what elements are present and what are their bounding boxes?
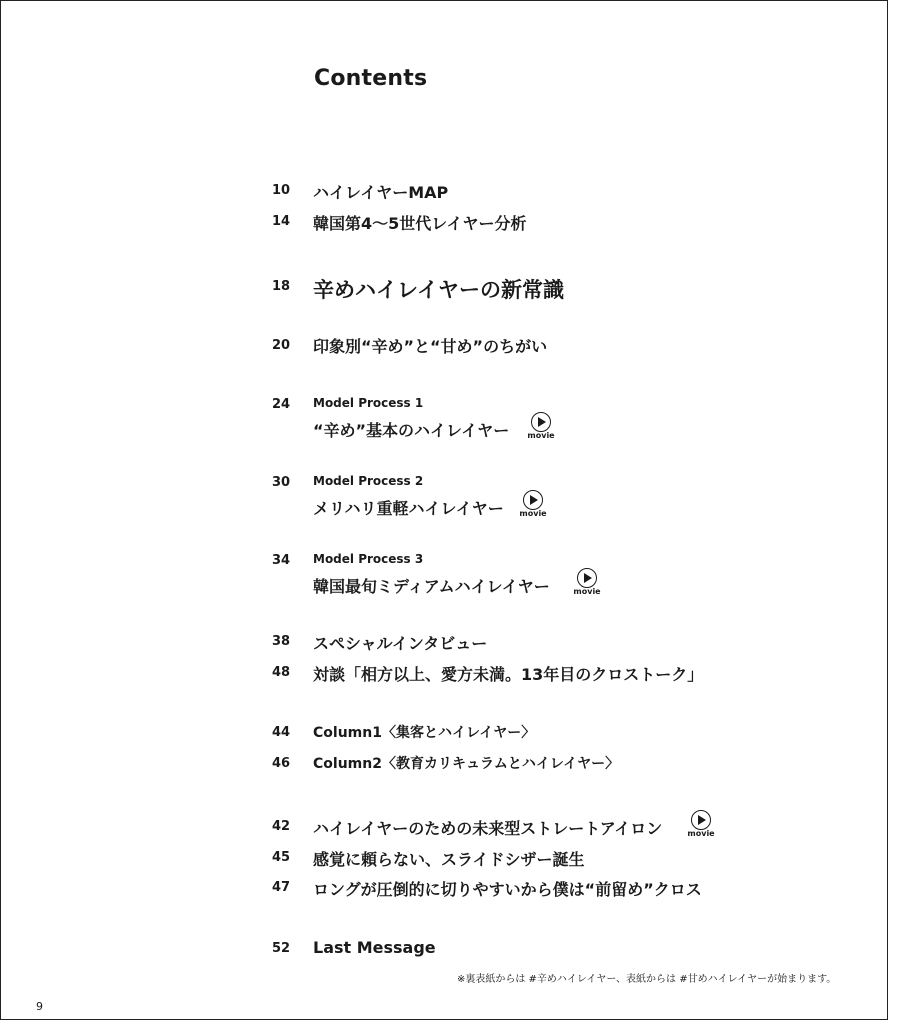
page-title: Contents (314, 66, 428, 91)
movie-label: movie (687, 829, 715, 838)
toc-entry-44[interactable]: Column1〈集客とハイレイヤー〉 (313, 725, 536, 741)
page-number-46: 46 (272, 756, 291, 771)
toc-entry-18[interactable]: 辛めハイレイヤーの新常識 (313, 278, 564, 302)
page-number-38: 38 (272, 634, 291, 649)
toc-entry-42[interactable]: ハイレイヤーのための未来型ストレートアイロン (313, 819, 663, 838)
toc-entry-30[interactable]: メリハリ重軽ハイレイヤー (313, 499, 504, 518)
toc-entry-20[interactable]: 印象別“辛め”と“甘め”のちがい (313, 337, 548, 356)
toc-entry-45[interactable]: 感覚に頼らない、スライドシザー誕生 (313, 850, 585, 869)
play-icon (538, 417, 546, 427)
page-number-34: 34 (272, 553, 291, 568)
movie-label: movie (573, 587, 601, 596)
play-icon (530, 495, 538, 505)
toc-entry-38[interactable]: スペシャルインタビュー (313, 634, 488, 653)
page-number-30: 30 (272, 475, 291, 490)
play-icon (584, 573, 592, 583)
footnote: ※裏表紙からは #辛めハイレイヤー、表紙からは #甘めハイレイヤーが始まります。 (457, 974, 837, 985)
toc-entry-34[interactable]: 韓国最旬ミディアムハイレイヤー (313, 577, 550, 596)
movie-badge-34[interactable] (572, 568, 602, 598)
page-number-48: 48 (272, 665, 291, 680)
movie-badge-24[interactable] (526, 412, 556, 442)
toc-entry-52[interactable]: Last Message (313, 938, 436, 957)
toc-entry-14[interactable]: 韓国第4〜5世代レイヤー分析 (313, 214, 527, 233)
toc-subtitle-24: Model Process 1 (313, 396, 424, 410)
movie-badge-42[interactable] (686, 810, 716, 840)
page-number-45: 45 (272, 850, 291, 865)
page-number-47: 47 (272, 880, 291, 895)
movie-label: movie (527, 431, 555, 440)
toc-entry-48[interactable]: 対談「相方以上、愛方未満。13年目のクロストーク」 (313, 665, 704, 684)
page-number-52: 52 (272, 941, 291, 956)
page-number-44: 44 (272, 725, 291, 740)
toc-subtitle-34: Model Process 3 (313, 552, 424, 566)
page-number-42: 42 (272, 819, 291, 834)
folio-page-number: 9 (36, 1000, 43, 1013)
toc-entry-46[interactable]: Column2〈教育カリキュラムとハイレイヤー〉 (313, 756, 620, 772)
movie-label: movie (519, 509, 547, 518)
page-number-10: 10 (272, 183, 291, 198)
page-number-24: 24 (272, 397, 291, 412)
toc-entry-10[interactable]: ハイレイヤーMAP (313, 183, 449, 202)
movie-badge-30[interactable] (518, 490, 548, 520)
toc-subtitle-30: Model Process 2 (313, 474, 424, 488)
toc-entry-24[interactable]: “辛め”基本のハイレイヤー (313, 421, 510, 440)
play-icon (698, 815, 706, 825)
toc-entry-47[interactable]: ロングが圧倒的に切りやすいから僕は“前留め”クロス (313, 880, 702, 899)
page-number-14: 14 (272, 214, 291, 229)
page-number-18: 18 (272, 279, 291, 294)
page-number-20: 20 (272, 338, 291, 353)
